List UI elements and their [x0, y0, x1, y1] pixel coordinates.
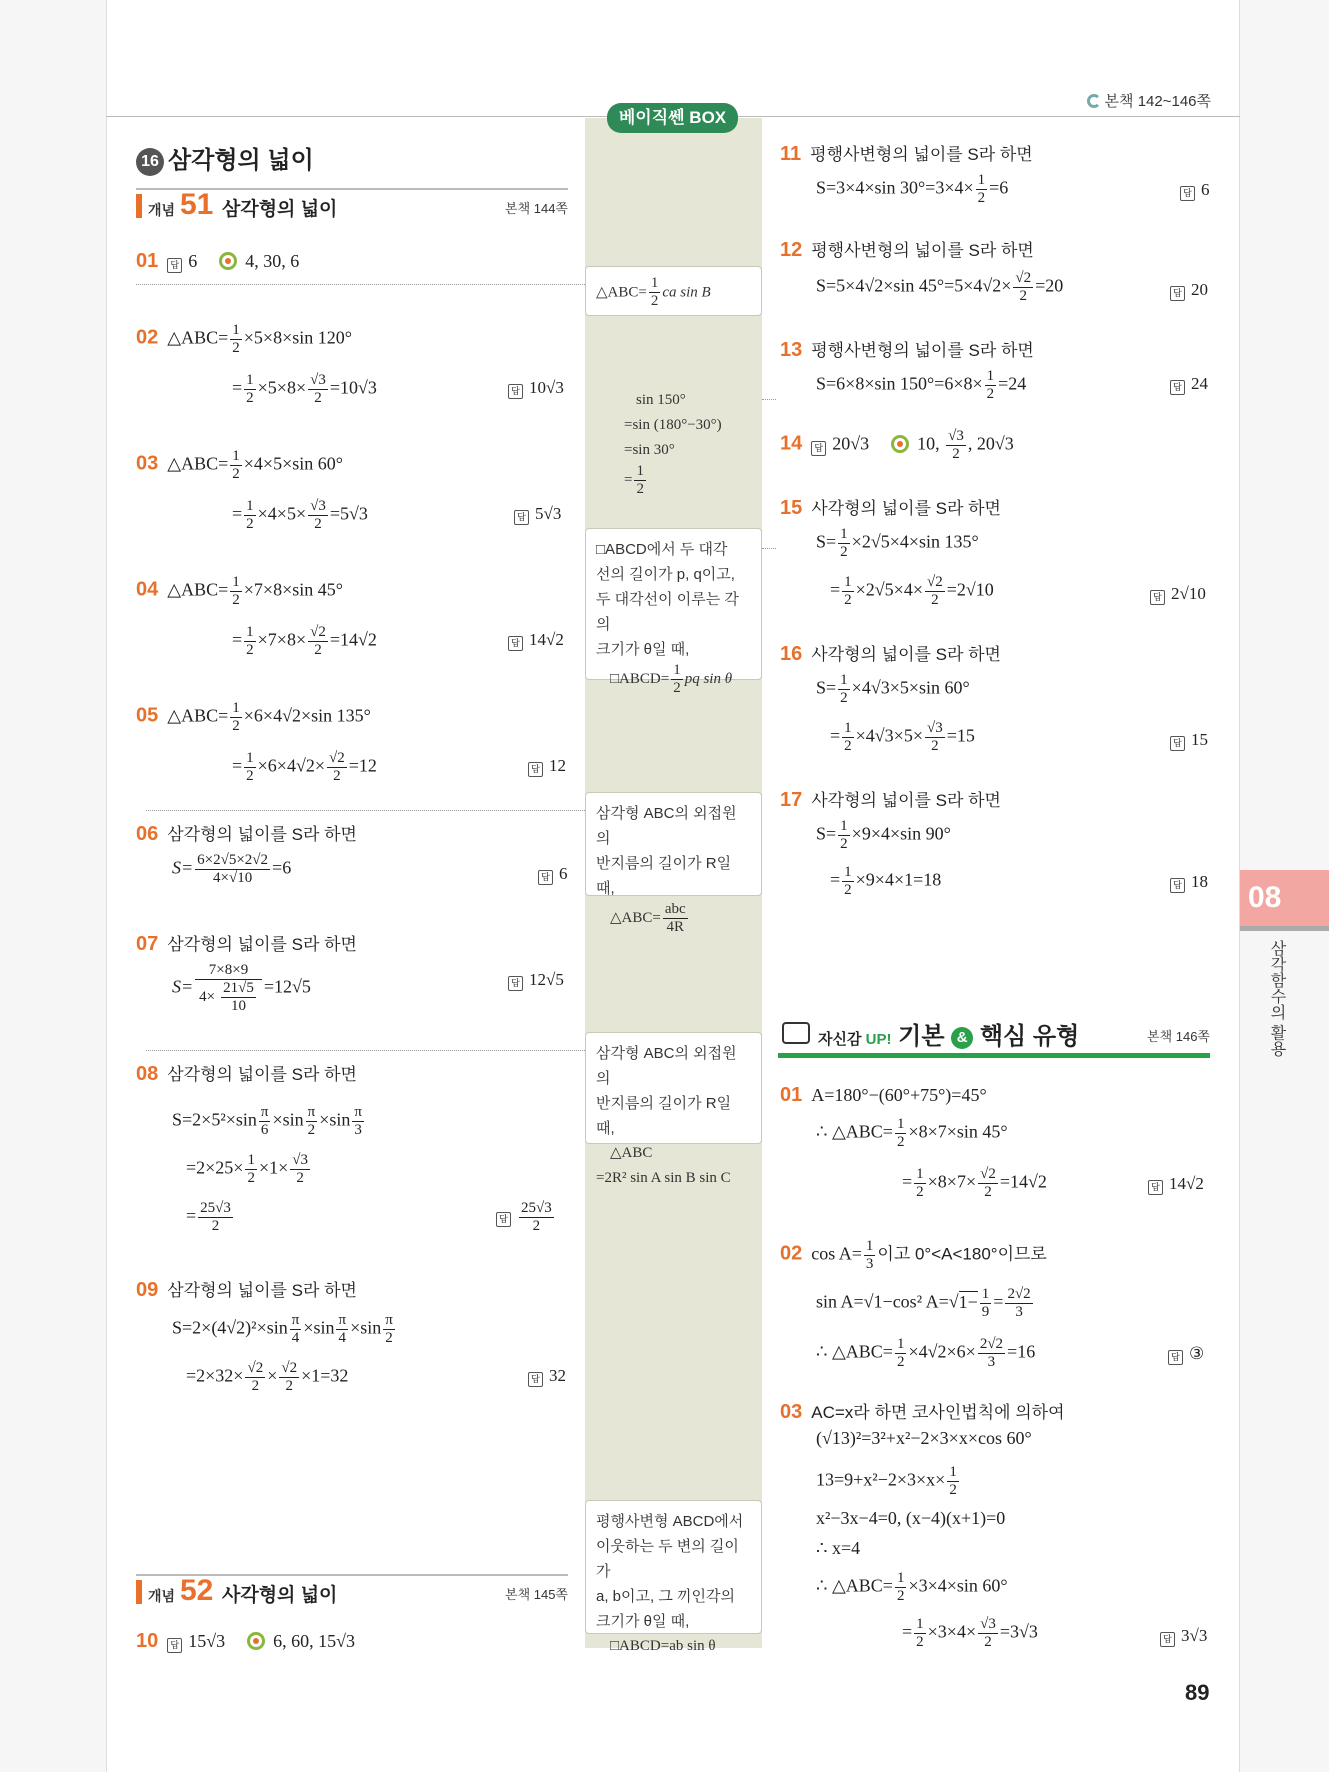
- answer-15: 답 2√10: [1150, 584, 1206, 605]
- problem-11-line2: S=3×4×sin 30°=3×4× $\frac{1}{2}$ =6: [816, 172, 1009, 206]
- target-icon: [891, 435, 909, 453]
- answer-core-03: 답 3√3: [1160, 1626, 1207, 1647]
- answer-core-02: 답 ③: [1168, 1344, 1204, 1365]
- answer-07: 답 12√5: [508, 970, 564, 991]
- box-note-quadrilateral-diagonals: □ABCD에서 두 대각 선의 길이가 p, q이고, 두 대각선이 이루는 각의 크기가 θ일 때, □ABCD= $\frac{1}{2}$ pq sin θ: [585, 528, 762, 680]
- answer-08: 답 $\frac{25√3}{2}$: [496, 1200, 556, 1235]
- answer-icon: 답: [508, 384, 523, 399]
- answer-02: 답 10√3: [508, 378, 564, 399]
- box-note-parallelogram: 평행사변형 ABCD에서 이웃하는 두 변의 길이가 a, b이고, 그 끼인각의 크기가 θ일 때, □ABCD=ab sin θ: [585, 1500, 762, 1634]
- core-01-line3: = $\frac{1}{2}$ ×8×7× $\frac{√2}{2}$ =14√2: [902, 1166, 1047, 1200]
- problem-08-line1: 08 삼각형의 넓이를 S라 하면: [136, 1063, 357, 1085]
- answer-icon: 답: [1170, 878, 1185, 893]
- answer-icon: 답: [811, 441, 826, 456]
- core-03-line6: ∴ △ABC= $\frac{1}{2}$ ×3×4×sin 60°: [816, 1570, 1008, 1604]
- ref-icon: [1087, 94, 1101, 108]
- problem-14: 14 답 20√3 10, $\frac{√3}{2}$ , 20√3: [780, 428, 1014, 462]
- connector-line: [762, 399, 776, 400]
- answer-icon: 답: [1180, 186, 1195, 201]
- problem-16-line3: = $\frac{1}{2}$ ×4√3×5× $\frac{√3}{2}$ =15: [830, 720, 975, 754]
- problem-09-line3: =2×32× $\frac{√2}{2}$ × $\frac{√2}{2}$ ×1=32: [186, 1360, 349, 1394]
- answer-core-01: 답 14√2: [1148, 1174, 1204, 1195]
- answer-icon: 답: [167, 258, 182, 273]
- problem-10: 10 답 15√3 6, 60, 15√3: [136, 1630, 356, 1652]
- problem-15-line2: S= $\frac{1}{2}$ ×2√5×4×sin 135°: [816, 526, 979, 560]
- answer-03: 답 5√3: [514, 504, 561, 525]
- problem-06-line1: 06 삼각형의 넓이를 S라 하면: [136, 823, 357, 845]
- answer-16: 답 15: [1170, 730, 1208, 751]
- concept-52-header: 개념 52 사각형의 넓이 본책 145쪽: [136, 1574, 568, 1606]
- connector-line: [146, 810, 585, 811]
- concept-51-header: 개념 51 삼각형의 넓이 본책 144쪽: [136, 188, 568, 220]
- answer-icon: 답: [528, 762, 543, 777]
- core-03-line3: 13=9+x²−2×3×x× $\frac{1}{2}$: [816, 1464, 957, 1498]
- problem-07-line2: S= 7×8×9 4× $\frac{21√5}{10}$ =12√5: [172, 962, 311, 1014]
- answer-icon: 답: [1170, 736, 1185, 751]
- answer-icon: 답: [1170, 286, 1185, 301]
- fraction: $\frac{1}{2}$: [673, 662, 681, 696]
- problem-01: 01 답 6 4, 30, 6: [136, 250, 300, 272]
- core-03-line7: = $\frac{1}{2}$ ×3×4× $\frac{√3}{2}$ =3√3: [902, 1616, 1038, 1650]
- connector-line: [762, 548, 776, 549]
- answer-icon: 답: [528, 1372, 543, 1387]
- core-02-line1: 02 cos A= $\frac{1}{3}$ 이고 0°<A<180°이므로: [780, 1238, 1047, 1272]
- box-note-sin150: sin 150° =sin (180°−30°) =sin 30° = $\frac{1}{2}$: [624, 392, 722, 497]
- problem-04-line2: = $\frac{1}{2}$ ×7×8× $\frac{√2}{2}$ =14√2: [232, 624, 377, 658]
- connector-line: [136, 284, 585, 285]
- core-03-line1: 03 AC=x라 하면 코사인법칙에 의하여: [780, 1401, 1065, 1423]
- fraction: $\frac{1}{2}$: [650, 275, 659, 309]
- problem-04-line1: 04 △ABC= $\frac{1}{2}$ ×7×8×sin 45°: [136, 574, 343, 608]
- problem-09-line2: S=2×(4√2)²×sin $\frac{\pi}{4}$ ×sin $\frac{\pi}{4}$ ×sin $\frac{\pi}{2}$: [172, 1312, 393, 1346]
- answer-icon: 답: [1170, 380, 1185, 395]
- problem-17-line1: 17 사각형의 넓이를 S라 하면: [780, 789, 1001, 811]
- problem-07-line1: 07 삼각형의 넓이를 S라 하면: [136, 933, 357, 955]
- problem-16-line2: S= $\frac{1}{2}$ ×4√3×5×sin 60°: [816, 672, 970, 706]
- problem-05-line1: 05 △ABC= $\frac{1}{2}$ ×6×4√2×sin 135°: [136, 700, 371, 734]
- answer-icon: 답: [1148, 1180, 1163, 1195]
- problem-02-line2: = $\frac{1}{2}$ ×5×8× $\frac{√3}{2}$ =10√3: [232, 372, 377, 406]
- problem-09-line1: 09 삼각형의 넓이를 S라 하면: [136, 1279, 357, 1301]
- box-note-circumradius-1: 삼각형 ABC의 외접원의 반지름의 길이가 R일 때, △ABC= $\frac{\text{abc}}{4R}$: [585, 792, 762, 896]
- answer-icon: 답: [514, 510, 529, 525]
- problem-08-line3: =2×25× $\frac{1}{2}$ ×1× $\frac{√3}{2}$: [186, 1152, 309, 1186]
- core-01-line2: ∴ △ABC= $\frac{1}{2}$ ×8×7×sin 45°: [816, 1116, 1008, 1150]
- problem-16-line1: 16 사각형의 넓이를 S라 하면: [780, 643, 1001, 665]
- chapter-tab: 08: [1240, 870, 1329, 926]
- answer-11: 답 6: [1180, 180, 1210, 201]
- megaphone-icon: [782, 1022, 810, 1044]
- page-number: 89: [1185, 1680, 1210, 1705]
- answer-17: 답 18: [1170, 872, 1208, 893]
- core-02-line2: sin A=√1−cos² A=√1− $\frac{1}{9}$ = $\frac{2√2}{3}$: [816, 1286, 1031, 1320]
- fraction: $\frac{1}{2}$: [636, 463, 644, 497]
- answer-icon: 답: [508, 636, 523, 651]
- problem-17-line2: S= $\frac{1}{2}$ ×9×4×sin 90°: [816, 818, 951, 852]
- answer-09: 답 32: [528, 1366, 566, 1387]
- chapter-tab-underline: [1240, 926, 1329, 931]
- problem-12-line2: S=5×4√2×sin 45°=5×4√2× $\frac{√2}{2}$ =20: [816, 270, 1064, 304]
- section-title: 16 삼각형의 넓이: [136, 140, 314, 176]
- answer-icon: 답: [496, 1212, 511, 1227]
- target-icon: [247, 1632, 265, 1650]
- basic-core-header: 자신감 UP! 기본 & 핵심 유형 본책 146쪽: [778, 1010, 1210, 1058]
- problem-06-line2: S= $\frac{6\times 2√5\times 2√2}{4\times√10}$ =6: [172, 852, 292, 886]
- problem-11-line1: 11 평행사변형의 넓이를 S라 하면: [780, 143, 1033, 165]
- answer-icon: 답: [538, 870, 553, 885]
- core-03-line4: x²−3x−4=0, (x−4)(x+1)=0: [816, 1508, 1006, 1528]
- core-03-line2: (√13)²=3²+x²−2×3×x×cos 60°: [816, 1428, 1032, 1448]
- problem-08-line2: S=2×5²×sin $\frac{\pi}{6}$ ×sin $\frac{\pi}{2}$ ×sin $\frac{\pi}{3}$: [172, 1104, 362, 1138]
- chapter-title: 삼각함수의 활용: [1268, 940, 1285, 1057]
- problem-13-line1: 13 평행사변형의 넓이를 S라 하면: [780, 339, 1034, 361]
- box-note-circumradius-2: 삼각형 ABC의 외접원의 반지름의 길이가 R일 때, △ABC =2R² sin A sin B sin C: [585, 1032, 762, 1144]
- problem-17-line3: = $\frac{1}{2}$ ×9×4×1=18: [830, 864, 942, 898]
- problem-15-line3: = $\frac{1}{2}$ ×2√5×4× $\frac{√2}{2}$ =2√10: [830, 574, 994, 608]
- answer-icon: 답: [1150, 590, 1165, 605]
- problem-02-line1: 02 △ABC= $\frac{1}{2}$ ×5×8×sin 120°: [136, 322, 352, 356]
- core-02-line3: ∴ △ABC= $\frac{1}{2}$ ×4√2×6× $\frac{2√2}{3}$ =16: [816, 1336, 1036, 1370]
- answer-icon: 답: [167, 1638, 182, 1653]
- problem-08-line4: = $\frac{25√3}{2}$: [186, 1200, 231, 1234]
- answer-06: 답 6: [538, 864, 568, 885]
- connector-line: [146, 1050, 585, 1051]
- answer-05: 답 12: [528, 756, 566, 777]
- answer-13: 답 24: [1170, 374, 1208, 395]
- problem-13-line2: S=6×8×sin 150°=6×8× $\frac{1}{2}$ =24: [816, 368, 1027, 402]
- problem-03-line1: 03 △ABC= $\frac{1}{2}$ ×4×5×sin 60°: [136, 448, 343, 482]
- box-note-triangle-area: △ABC= $\frac{1}{2}$ ca sin B: [585, 266, 762, 316]
- core-01-line1: 01 A=180°−(60°+75°)=45°: [780, 1084, 987, 1106]
- problem-05-line2: = $\frac{1}{2}$ ×6×4√2× $\frac{√2}{2}$ =12: [232, 750, 377, 784]
- core-03-line5: ∴ x=4: [816, 1538, 861, 1558]
- answer-icon: 답: [508, 976, 523, 991]
- answer-04: 답 14√2: [508, 630, 564, 651]
- box-title: 베이직쎈 BOX: [607, 103, 738, 133]
- answer-icon: 답: [1168, 1350, 1183, 1365]
- answer-icon: 답: [1160, 1632, 1175, 1647]
- header-ref: 본책 142~146쪽: [1087, 90, 1211, 111]
- problem-03-line2: = $\frac{1}{2}$ ×4×5× $\frac{√3}{2}$ =5√3: [232, 498, 368, 532]
- target-icon: [219, 252, 237, 270]
- problem-15-line1: 15 사각형의 넓이를 S라 하면: [780, 497, 1001, 519]
- fraction: $\frac{\text{abc}}{4R}$: [664, 901, 686, 935]
- answer-12: 답 20: [1170, 280, 1208, 301]
- problem-12-line1: 12 평행사변형의 넓이를 S라 하면: [780, 239, 1034, 261]
